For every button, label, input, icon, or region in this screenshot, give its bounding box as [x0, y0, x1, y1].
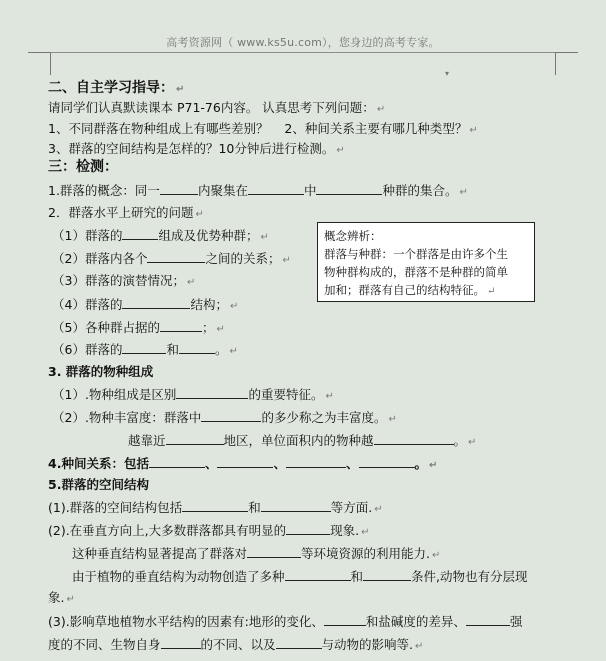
header-rule — [50, 52, 556, 53]
intro-line: 请同学们认真默读课本 P71-76内容。 认真思考下列问题： ↵ — [48, 100, 386, 115]
species-line-2: （2）.物种丰富度：群落中 的多少称之为丰富度。 ↵ — [52, 410, 397, 425]
spatial-line-2: (2).在垂直方向上,大多数群落都具有明显的 现象. ↵ — [48, 523, 370, 538]
spatial-line-1: (1).群落的空间结构包括 和 等方面. ↵ — [48, 500, 383, 515]
box-line: 物种群构成的，群落不是种群的简单 — [324, 265, 508, 279]
crop-mark-right — [555, 52, 578, 75]
item-5: （5）各种群占据的 ； ↵ — [52, 320, 225, 335]
interspecies-line: 4.种间关系：包括 、 、 、 。 ↵ — [48, 456, 438, 471]
box-title: 概念辨析： — [324, 229, 382, 243]
spatial-line-6: (3).影响草地植物水平结构的因素有:地形的变化、 和盐碱度的差异、 强 — [48, 614, 523, 629]
spatial-line-5: 象. ↵ — [48, 590, 75, 605]
item-4: （4）群落的 结构； ↵ — [52, 297, 239, 312]
species-composition-heading: 3. 群落的物种组成 — [48, 364, 154, 379]
item-1: （1）群落的 组成及优势种群； ↵ — [52, 228, 269, 243]
section-3-heading: 三：检测： — [48, 159, 118, 175]
section-2-heading: 二、自主学习指导： ↵ — [48, 80, 185, 96]
item-6: （6）群落的 和 。 ↵ — [52, 342, 238, 357]
item-2: （2）群落内各个 之间的关系； ↵ — [52, 251, 291, 266]
question-line-3: 3、群落的空间结构是怎样的？10分钟后进行检测。 ↵ — [48, 141, 345, 156]
concept-line: 1.群落的概念：同一 内聚集在 中 种群的集合。 ↵ — [48, 183, 468, 198]
down-arrow-icon: ▾ — [445, 69, 450, 78]
species-line-1: （1）.物种组成是区别 的重要特征。 ↵ — [52, 387, 334, 402]
species-line-3: 越靠近 地区，单位面积内的物种越 。 ↵ — [128, 433, 477, 448]
crop-mark-left — [28, 52, 51, 75]
item-3: （3）群落的演替情况； ↵ — [52, 273, 196, 288]
box-line: 群落与种群：一个群落是由许多个生 — [324, 247, 508, 261]
box-line: 加和；群落有自己的结构特征。 ↵ — [324, 283, 496, 297]
research-title: 2．群落水平上研究的问题 ↵ — [48, 205, 204, 220]
spatial-line-7: 度的不同、生物自身 的不同、以及 与动物的影响等. ↵ — [48, 637, 424, 652]
spatial-structure-heading: 5.群落的空间结构 — [48, 477, 149, 492]
spatial-line-4: 由于植物的垂直结构为动物创造了多种 和 条件,动物也有分层现 — [72, 569, 528, 584]
spatial-line-3: 这种垂直结构显著提高了群落对 等环境资源的利用能力. ↵ — [72, 546, 441, 561]
page-header: 高考资源网（ www.ks5u.com），您身边的高考专家。 — [166, 36, 440, 49]
concept-box — [317, 222, 535, 302]
question-line: 1、不同群落在物种组成上有哪些差别？ 2、种间关系主要有哪几种类型？ ↵ — [48, 121, 478, 136]
